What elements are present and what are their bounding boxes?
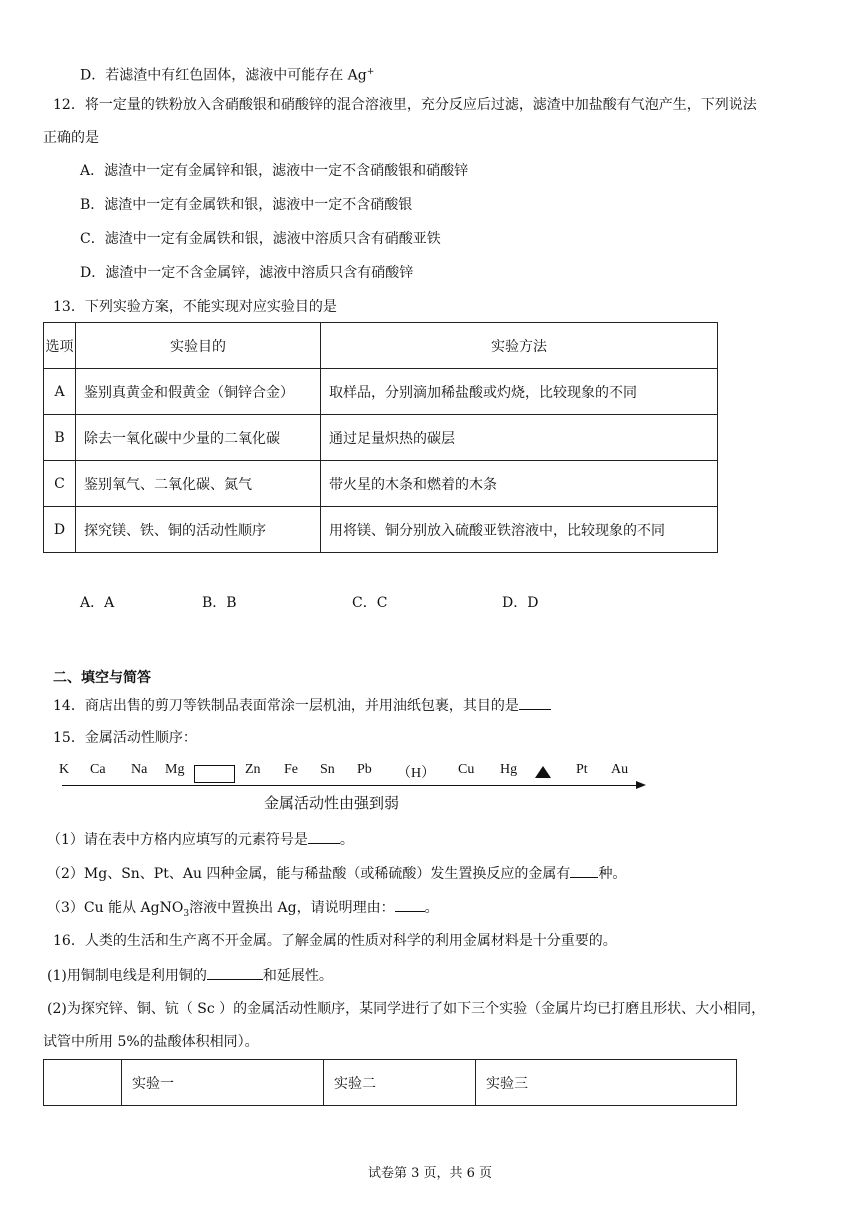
table-row (44, 415, 718, 461)
element-symbol: （H） (397, 766, 436, 781)
answer-blank[interactable] (308, 829, 340, 844)
table-cell: 通过足量炽热的碳层 (321, 415, 718, 461)
q11-option-d: D．若滤渣中有红色固体，滤液中可能存在 Ag+ (80, 67, 375, 84)
answer-blank[interactable] (570, 863, 598, 878)
table-header-cell: 实验目的 (76, 323, 321, 369)
q12-stem-line1: 12．将一定量的铁粉放入含硝酸银和硝酸锌的混合溶液里，充分反应后过滤，滤渣中加盐酸有气泡产生，下列说法 (53, 97, 757, 113)
table-header-row (44, 323, 718, 369)
table-cell: 除去一氧化碳中少量的二氧化碳 (76, 415, 321, 461)
q13-stem: 13．下列实验方案，不能实现对应实验目的是 (53, 299, 337, 315)
element-symbol: Cu (458, 762, 475, 777)
q12-option-c: C．滤渣中一定有金属铁和银，滤液中溶质只含有硝酸亚铁 (80, 231, 441, 247)
element-symbol: Pb (357, 762, 372, 777)
element-symbol: Hg (500, 762, 518, 777)
activity-arrow-line (62, 785, 640, 786)
table-cell: 鉴别真黄金和假黄金（铜锌合金） (76, 369, 321, 415)
answer-blank[interactable] (519, 695, 551, 710)
q15-sub2: （2）Mg、Sn、Pt、Au 四种金属，能与稀盐酸（或稀硫酸）发生置换反应的金属有 种。 (47, 863, 626, 884)
q16-sub2-line1: (2)为探究锌、铜、钪（ Sc ）的金属活动性顺序，某同学进行了如下三个实验（金属片均已打磨且形状、大小相同， (47, 1001, 766, 1017)
answer-blank[interactable] (207, 965, 263, 980)
q13-choice-b: B．B (202, 595, 237, 611)
q13-table (43, 322, 718, 553)
table-cell: 用将镁、铜分别放入硫酸亚铁溶液中，比较现象的不同 (321, 507, 718, 553)
element-symbol: Na (131, 762, 148, 777)
table-cell: C (44, 461, 76, 507)
table-header-cell: 选项 (44, 323, 76, 369)
q14-stem: 14．商店出售的剪刀等铁制品表面常涂一层机油，并用油纸包裹，其目的是 (53, 695, 551, 716)
q15-stem: 15．金属活动性顺序： (53, 730, 197, 746)
table-cell: 探究镁、铁、铜的活动性顺序 (76, 507, 321, 553)
q16-table (43, 1059, 737, 1106)
q16-sub2-line2: 试管中所用 5%的盐酸体积相同）。 (43, 1034, 259, 1050)
triangle-icon (535, 766, 551, 778)
element-symbol: Fe (284, 762, 298, 777)
answer-box[interactable] (194, 765, 235, 783)
table-cell: 鉴别氧气、二氧化碳、氮气 (76, 461, 321, 507)
table-header-cell: 实验方法 (321, 323, 718, 369)
element-symbol: K (59, 762, 70, 777)
section-title: 二、填空与简答 (53, 670, 151, 686)
page-footer: 试卷第 3 页，共 6 页 (367, 1166, 493, 1181)
element-symbol: Au (611, 762, 629, 777)
arrow-head-icon (636, 781, 646, 789)
table-header-cell: 实验一 (122, 1060, 324, 1106)
q12-option-b: B．滤渣中一定有金属铁和银，滤液中一定不含硝酸银 (80, 197, 413, 213)
table-header-cell (44, 1060, 122, 1106)
q15-sub3: （3）Cu 能从 AgNO$_3$溶液中置换出 Ag，请说明理由： 。 (47, 897, 439, 924)
element-symbol: Zn (245, 762, 261, 777)
table-cell: 带火星的木条和燃着的木条 (321, 461, 718, 507)
table-cell: A (44, 369, 76, 415)
element-symbol: Sn (320, 762, 335, 777)
element-symbol: Mg (165, 762, 185, 777)
table-cell: B (44, 415, 76, 461)
table-header-row (44, 1060, 737, 1106)
q16-sub1: (1)用铜制电线是利用铜的 和延展性。 (47, 965, 333, 986)
table-row (44, 507, 718, 553)
table-row (44, 369, 718, 415)
q16-stem: 16．人类的生活和生产离不开金属。了解金属的性质对科学的利用金属材料是十分重要的。 (53, 933, 617, 949)
q12-stem-line2: 正确的是 (43, 130, 99, 146)
table-row (44, 461, 718, 507)
q13-choice-a: A．A (80, 595, 115, 611)
element-symbol: Pt (576, 762, 588, 777)
q13-choice-c: C．C (352, 595, 388, 611)
element-symbol: Ca (90, 762, 106, 777)
q13-choice-d: D．D (502, 595, 539, 611)
q12-option-d: D．滤渣中一定不含金属锌，滤液中溶质只含有硝酸锌 (80, 265, 414, 281)
answer-blank[interactable] (395, 897, 425, 912)
table-header-cell: 实验二 (324, 1060, 476, 1106)
q12-option-a: A．滤渣中一定有金属锌和银，滤液中一定不含硝酸银和硝酸锌 (80, 163, 469, 179)
table-cell: D (44, 507, 76, 553)
arrow-caption: 金属活动性由强到弱 (264, 794, 400, 812)
table-header-cell: 实验三 (476, 1060, 737, 1106)
q15-sub1: （1）请在表中方格内应填写的元素符号是 。 (47, 829, 354, 850)
table-cell: 取样品，分别滴加稀盐酸或灼烧，比较现象的不同 (321, 369, 718, 415)
